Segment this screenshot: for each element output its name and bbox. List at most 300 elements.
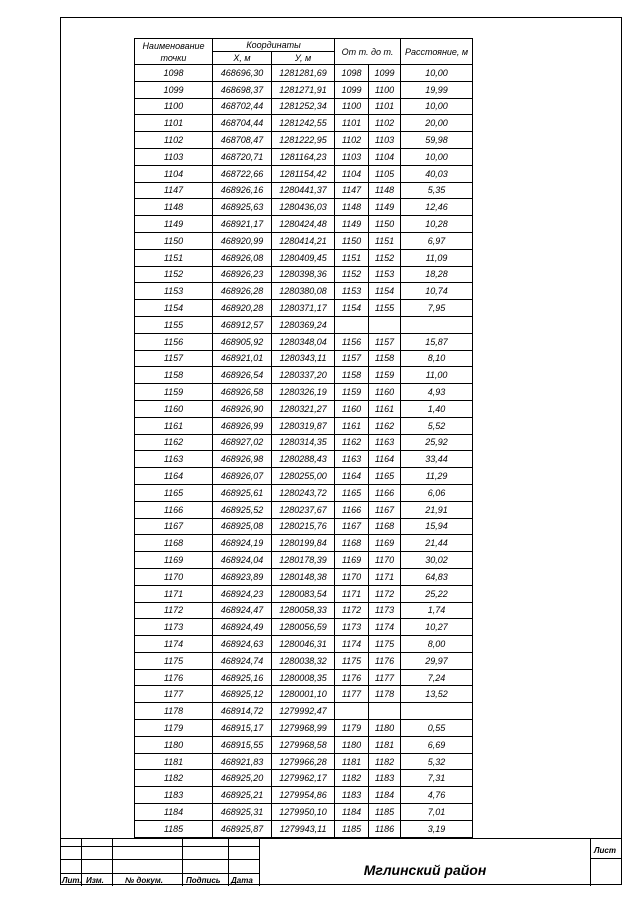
cell-x: 468915,17 (213, 720, 272, 737)
cell-from: 1101 (335, 115, 369, 132)
cell-x: 468924,47 (213, 602, 272, 619)
cell-y: 1280215,76 (272, 518, 335, 535)
table-row (135, 115, 473, 132)
cell-to: 1101 (369, 98, 401, 115)
cell-from: 1171 (335, 585, 369, 602)
table-row (135, 552, 473, 569)
cell-from: 1163 (335, 451, 369, 468)
table-row (135, 216, 473, 233)
cell-point: 1158 (135, 367, 213, 384)
table-row (135, 736, 473, 753)
cell-to: 1184 (369, 787, 401, 804)
cell-point: 1098 (135, 65, 213, 82)
table-row (135, 199, 473, 216)
cell-y: 1280008,35 (272, 669, 335, 686)
table-row (135, 501, 473, 518)
cell-distance: 7,01 (401, 804, 473, 821)
cell-distance: 7,24 (401, 669, 473, 686)
table-row (135, 316, 473, 333)
cell-x: 468925,21 (213, 787, 272, 804)
cell-distance: 10,74 (401, 283, 473, 300)
table-row (135, 434, 473, 451)
cell-point: 1169 (135, 552, 213, 569)
cell-point: 1162 (135, 434, 213, 451)
cell-distance: 6,69 (401, 736, 473, 753)
district-title: Мглинский район (363, 862, 487, 878)
table-row (135, 384, 473, 401)
cell-to: 1161 (369, 400, 401, 417)
table-row (135, 602, 473, 619)
table-row (135, 165, 473, 182)
cell-y: 1280243,72 (272, 484, 335, 501)
cell-y: 1280348,04 (272, 333, 335, 350)
cell-x: 468708,47 (213, 132, 272, 149)
cell-distance: 29,97 (401, 652, 473, 669)
stamp-line (591, 858, 622, 859)
table-row (135, 619, 473, 636)
table-row (135, 400, 473, 417)
cell-x: 468923,89 (213, 568, 272, 585)
cell-distance: 64,83 (401, 568, 473, 585)
cell-from: 1183 (335, 787, 369, 804)
cell-from: 1148 (335, 199, 369, 216)
cell-distance: 40,03 (401, 165, 473, 182)
cell-point: 1167 (135, 518, 213, 535)
cell-distance: 59,98 (401, 132, 473, 149)
cell-from: 1184 (335, 804, 369, 821)
cell-point: 1170 (135, 568, 213, 585)
table-row (135, 65, 473, 82)
table-row (135, 804, 473, 821)
cell-to: 1160 (369, 384, 401, 401)
cell-to: 1162 (369, 417, 401, 434)
cell-point: 1147 (135, 182, 213, 199)
cell-distance: 10,00 (401, 98, 473, 115)
table-row (135, 81, 473, 98)
cell-y: 1280398,36 (272, 266, 335, 283)
table-row (135, 132, 473, 149)
table-row (135, 182, 473, 199)
cell-from: 1167 (335, 518, 369, 535)
cell-point: 1149 (135, 216, 213, 233)
cell-to: 1154 (369, 283, 401, 300)
cell-to: 1182 (369, 753, 401, 770)
cell-x: 468925,08 (213, 518, 272, 535)
cell-y: 1280424,48 (272, 216, 335, 233)
cell-distance: 1,40 (401, 400, 473, 417)
cell-to: 1150 (369, 216, 401, 233)
cell-y: 1280255,00 (272, 468, 335, 485)
table-row (135, 669, 473, 686)
cell-to: 1172 (369, 585, 401, 602)
cell-distance: 8,00 (401, 636, 473, 653)
cell-from: 1153 (335, 283, 369, 300)
cell-to: 1163 (369, 434, 401, 451)
cell-to (369, 316, 401, 333)
cell-point: 1166 (135, 501, 213, 518)
cell-from: 1182 (335, 770, 369, 787)
cell-x: 468920,28 (213, 300, 272, 317)
cell-to: 1105 (369, 165, 401, 182)
cell-distance: 10,28 (401, 216, 473, 233)
cell-x: 468926,99 (213, 417, 272, 434)
header-point-name: Наименование точки (135, 39, 213, 65)
cell-x: 468696,30 (213, 65, 272, 82)
cell-from (335, 703, 369, 720)
cell-from: 1170 (335, 568, 369, 585)
table-row (135, 753, 473, 770)
cell-to: 1104 (369, 148, 401, 165)
table-row (135, 585, 473, 602)
cell-distance: 21,44 (401, 535, 473, 552)
table-row (135, 820, 473, 837)
cell-from: 1168 (335, 535, 369, 552)
cell-to: 1174 (369, 619, 401, 636)
cell-x: 468924,49 (213, 619, 272, 636)
cell-x: 468925,16 (213, 669, 272, 686)
cell-to: 1170 (369, 552, 401, 569)
cell-from: 1152 (335, 266, 369, 283)
cell-x: 468926,54 (213, 367, 272, 384)
cell-distance: 10,27 (401, 619, 473, 636)
table-row (135, 535, 473, 552)
cell-to: 1158 (369, 350, 401, 367)
table-row (135, 249, 473, 266)
cell-distance: 4,93 (401, 384, 473, 401)
cell-x: 468925,12 (213, 686, 272, 703)
cell-distance: 20,00 (401, 115, 473, 132)
table-row (135, 770, 473, 787)
cell-y: 1280371,17 (272, 300, 335, 317)
cell-distance: 25,22 (401, 585, 473, 602)
cell-y: 1280056,59 (272, 619, 335, 636)
stamp-label-lit: Лит. (62, 876, 82, 885)
cell-x: 468926,58 (213, 384, 272, 401)
cell-distance: 3,19 (401, 820, 473, 837)
cell-distance: 11,29 (401, 468, 473, 485)
cell-y: 1281252,34 (272, 98, 335, 115)
header-coordinates: Координаты (213, 39, 335, 52)
cell-point: 1152 (135, 266, 213, 283)
cell-y: 1280178,39 (272, 552, 335, 569)
cell-distance: 19,99 (401, 81, 473, 98)
cell-distance (401, 316, 473, 333)
cell-distance: 13,52 (401, 686, 473, 703)
cell-from: 1102 (335, 132, 369, 149)
cell-from: 1100 (335, 98, 369, 115)
table-row (135, 703, 473, 720)
cell-point: 1161 (135, 417, 213, 434)
cell-from: 1175 (335, 652, 369, 669)
cell-point: 1160 (135, 400, 213, 417)
cell-x: 468925,52 (213, 501, 272, 518)
table-row (135, 451, 473, 468)
cell-to: 1102 (369, 115, 401, 132)
cell-y: 1281242,55 (272, 115, 335, 132)
cell-distance (401, 703, 473, 720)
table-row (135, 720, 473, 737)
table-row (135, 266, 473, 283)
cell-x: 468702,44 (213, 98, 272, 115)
stamp-label-sign: Подпись (186, 876, 221, 885)
cell-y: 1281154,42 (272, 165, 335, 182)
cell-x: 468926,90 (213, 400, 272, 417)
cell-point: 1172 (135, 602, 213, 619)
cell-from: 1162 (335, 434, 369, 451)
cell-from: 1173 (335, 619, 369, 636)
table-row (135, 350, 473, 367)
cell-distance: 21,91 (401, 501, 473, 518)
cell-y: 1279968,99 (272, 720, 335, 737)
cell-distance: 1,74 (401, 602, 473, 619)
cell-y: 1280369,24 (272, 316, 335, 333)
cell-x: 468924,63 (213, 636, 272, 653)
cell-from: 1177 (335, 686, 369, 703)
cell-y: 1280237,67 (272, 501, 335, 518)
cell-y: 1280038,32 (272, 652, 335, 669)
cell-to (369, 703, 401, 720)
cell-x: 468722,66 (213, 165, 272, 182)
cell-from: 1150 (335, 232, 369, 249)
cell-from: 1185 (335, 820, 369, 837)
cell-y: 1281281,69 (272, 65, 335, 82)
cell-distance: 10,00 (401, 148, 473, 165)
cell-from: 1172 (335, 602, 369, 619)
cell-distance: 25,92 (401, 434, 473, 451)
coordinates-table (134, 38, 473, 838)
table-row (135, 148, 473, 165)
cell-from: 1098 (335, 65, 369, 82)
cell-y: 1279962,17 (272, 770, 335, 787)
cell-to: 1103 (369, 132, 401, 149)
table-row (135, 636, 473, 653)
cell-x: 468704,44 (213, 115, 272, 132)
header-x: Х, м (213, 52, 272, 65)
cell-y: 1279966,28 (272, 753, 335, 770)
cell-x: 468921,17 (213, 216, 272, 233)
cell-point: 1101 (135, 115, 213, 132)
cell-distance: 7,95 (401, 300, 473, 317)
cell-from: 1154 (335, 300, 369, 317)
cell-to: 1155 (369, 300, 401, 317)
cell-x: 468924,74 (213, 652, 272, 669)
cell-y: 1280337,20 (272, 367, 335, 384)
cell-x: 468914,72 (213, 703, 272, 720)
cell-to: 1164 (369, 451, 401, 468)
cell-point: 1151 (135, 249, 213, 266)
table-row (135, 468, 473, 485)
table-row (135, 787, 473, 804)
cell-to: 1169 (369, 535, 401, 552)
table-row (135, 518, 473, 535)
cell-x: 468920,99 (213, 232, 272, 249)
cell-to: 1183 (369, 770, 401, 787)
cell-y: 1280058,33 (272, 602, 335, 619)
table-row (135, 98, 473, 115)
cell-distance: 0,55 (401, 720, 473, 737)
cell-y: 1279992,47 (272, 703, 335, 720)
cell-distance: 12,46 (401, 199, 473, 216)
cell-from: 1181 (335, 753, 369, 770)
cell-point: 1103 (135, 148, 213, 165)
cell-x: 468698,37 (213, 81, 272, 98)
cell-from: 1169 (335, 552, 369, 569)
cell-x: 468912,57 (213, 316, 272, 333)
cell-x: 468905,92 (213, 333, 272, 350)
cell-point: 1177 (135, 686, 213, 703)
cell-from: 1151 (335, 249, 369, 266)
table-row (135, 367, 473, 384)
cell-x: 468925,63 (213, 199, 272, 216)
cell-y: 1280083,54 (272, 585, 335, 602)
cell-x: 468925,31 (213, 804, 272, 821)
cell-point: 1175 (135, 652, 213, 669)
cell-y: 1280319,87 (272, 417, 335, 434)
cell-to: 1175 (369, 636, 401, 653)
cell-x: 468925,61 (213, 484, 272, 501)
cell-from: 1180 (335, 736, 369, 753)
header-y: У, м (272, 52, 335, 65)
cell-to: 1173 (369, 602, 401, 619)
cell-to: 1186 (369, 820, 401, 837)
cell-from: 1103 (335, 148, 369, 165)
cell-point: 1157 (135, 350, 213, 367)
table-row (135, 283, 473, 300)
cell-distance: 8,10 (401, 350, 473, 367)
table-row (135, 686, 473, 703)
cell-point: 1171 (135, 585, 213, 602)
cell-point: 1181 (135, 753, 213, 770)
cell-point: 1168 (135, 535, 213, 552)
cell-distance: 10,00 (401, 65, 473, 82)
cell-x: 468925,87 (213, 820, 272, 837)
cell-distance: 5,52 (401, 417, 473, 434)
cell-from: 1099 (335, 81, 369, 98)
cell-y: 1280321,27 (272, 400, 335, 417)
cell-point: 1164 (135, 468, 213, 485)
table-row (135, 568, 473, 585)
cell-y: 1280343,11 (272, 350, 335, 367)
cell-y: 1280288,43 (272, 451, 335, 468)
cell-y: 1281222,95 (272, 132, 335, 149)
cell-x: 468926,28 (213, 283, 272, 300)
cell-x: 468925,20 (213, 770, 272, 787)
cell-y: 1280441,37 (272, 182, 335, 199)
cell-distance: 33,44 (401, 451, 473, 468)
cell-point: 1173 (135, 619, 213, 636)
cell-point: 1156 (135, 333, 213, 350)
cell-from: 1157 (335, 350, 369, 367)
cell-y: 1280436,03 (272, 199, 335, 216)
cell-y: 1281271,91 (272, 81, 335, 98)
cell-to: 1168 (369, 518, 401, 535)
cell-x: 468921,01 (213, 350, 272, 367)
cell-from: 1104 (335, 165, 369, 182)
cell-point: 1182 (135, 770, 213, 787)
cell-to: 1151 (369, 232, 401, 249)
cell-to: 1152 (369, 249, 401, 266)
cell-distance: 18,28 (401, 266, 473, 283)
cell-point: 1165 (135, 484, 213, 501)
cell-to: 1177 (369, 669, 401, 686)
cell-from: 1149 (335, 216, 369, 233)
cell-y: 1280314,35 (272, 434, 335, 451)
cell-to: 1153 (369, 266, 401, 283)
cell-x: 468926,23 (213, 266, 272, 283)
stamp-label-izm: Изм. (86, 876, 104, 885)
cell-from: 1156 (335, 333, 369, 350)
cell-distance: 15,87 (401, 333, 473, 350)
cell-point: 1179 (135, 720, 213, 737)
cell-to: 1157 (369, 333, 401, 350)
cell-distance: 4,76 (401, 787, 473, 804)
cell-point: 1176 (135, 669, 213, 686)
table-body (135, 65, 473, 838)
cell-distance: 5,35 (401, 182, 473, 199)
cell-from: 1147 (335, 182, 369, 199)
cell-to: 1149 (369, 199, 401, 216)
cell-distance: 30,02 (401, 552, 473, 569)
cell-from: 1158 (335, 367, 369, 384)
cell-from: 1176 (335, 669, 369, 686)
table-row (135, 417, 473, 434)
stamp-label-sheet: Лист (594, 846, 616, 855)
table-row (135, 484, 473, 501)
cell-to: 1100 (369, 81, 401, 98)
cell-from: 1179 (335, 720, 369, 737)
cell-x: 468927,02 (213, 434, 272, 451)
cell-to: 1180 (369, 720, 401, 737)
stamp-label-doc: № докум. (125, 876, 163, 885)
table-row (135, 333, 473, 350)
cell-to: 1167 (369, 501, 401, 518)
cell-y: 1279968,58 (272, 736, 335, 753)
cell-point: 1154 (135, 300, 213, 317)
cell-point: 1148 (135, 199, 213, 216)
cell-to: 1181 (369, 736, 401, 753)
cell-y: 1280380,08 (272, 283, 335, 300)
cell-to: 1171 (369, 568, 401, 585)
cell-x: 468926,98 (213, 451, 272, 468)
cell-point: 1104 (135, 165, 213, 182)
cell-from: 1161 (335, 417, 369, 434)
cell-point: 1150 (135, 232, 213, 249)
cell-from: 1164 (335, 468, 369, 485)
cell-point: 1185 (135, 820, 213, 837)
cell-x: 468926,08 (213, 249, 272, 266)
cell-y: 1280414,21 (272, 232, 335, 249)
cell-from: 1166 (335, 501, 369, 518)
cell-point: 1183 (135, 787, 213, 804)
cell-distance: 11,00 (401, 367, 473, 384)
cell-to: 1166 (369, 484, 401, 501)
cell-distance: 6,97 (401, 232, 473, 249)
cell-y: 1279943,11 (272, 820, 335, 837)
cell-y: 1280001,10 (272, 686, 335, 703)
cell-to: 1165 (369, 468, 401, 485)
cell-distance: 7,31 (401, 770, 473, 787)
header-from-to: От т. до т. (335, 39, 401, 65)
cell-distance: 5,32 (401, 753, 473, 770)
cell-point: 1100 (135, 98, 213, 115)
table-row (135, 232, 473, 249)
cell-to: 1185 (369, 804, 401, 821)
cell-y: 1280148,38 (272, 568, 335, 585)
cell-x: 468915,55 (213, 736, 272, 753)
cell-to: 1099 (369, 65, 401, 82)
cell-to: 1178 (369, 686, 401, 703)
cell-point: 1163 (135, 451, 213, 468)
